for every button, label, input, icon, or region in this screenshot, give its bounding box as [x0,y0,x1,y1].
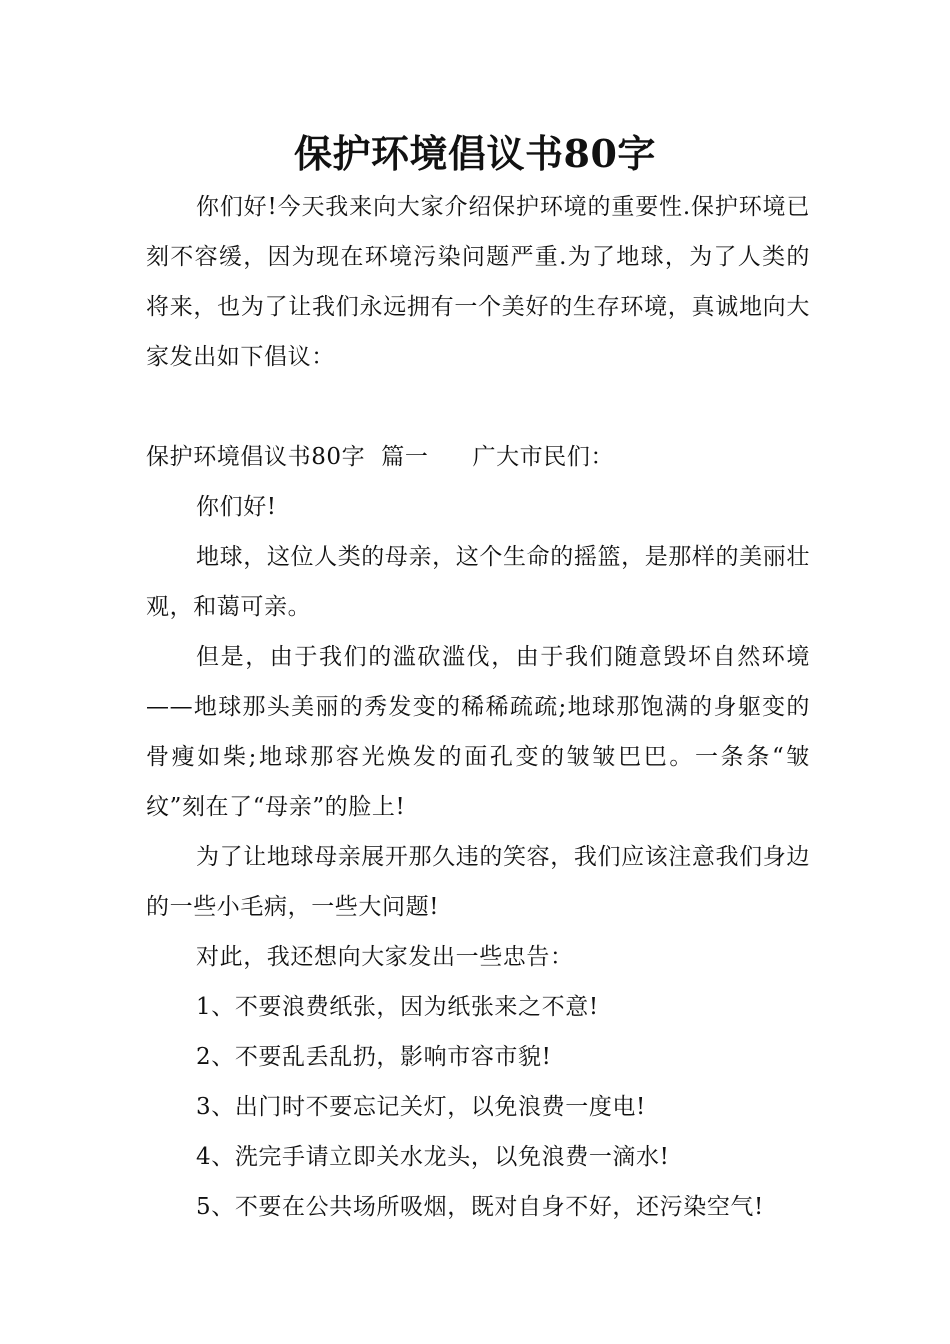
intro-paragraph: 你们好!今天我来向大家介绍保护环境的重要性.保护环境已刻不容缓，因为现在环境污染问题严重.为了地球，为了人类的将来，也为了让我们永远拥有一个美好的生存环境，真诚地向大家发出如下倡议： [146,194,810,370]
list-item: 3、出门时不要忘记关灯，以免浪费一度电! [196,1094,646,1120]
blank-line [146,382,810,432]
section-heading [146,432,810,482]
list-item: 2、不要乱丢乱扔，影响市容市貌! [196,1044,552,1070]
document-title: 保护环境倡议书80字 [294,131,656,176]
body-paragraph: 为了让地球母亲展开那久违的笑容，我们应该注意我们身边的一些小毛病，一些大问题! [146,844,810,920]
list-item: 1、不要浪费纸张，因为纸张来之不意! [196,994,599,1020]
list-item: 5、不要在公共场所吸烟，既对自身不好，还污染空气! [196,1194,764,1220]
body-paragraph: 你们好! [196,494,277,520]
body-paragraph: 但是，由于我们的滥砍滥伐，由于我们随意毁坏自然环境——地球那头美丽的秀发变的稀稀疏疏;地球那饱满的身躯变的骨瘦如柴;地球那容光焕发的面孔变的皱皱巴巴。一条条“皱纹”刻在了“母亲”的脸上! [146,644,810,820]
body-paragraph: 地球，这位人类的母亲，这个生命的摇篮，是那样的美丽壮观，和蔼可亲。 [146,544,810,620]
section-title: 保护环境倡议书80字 [146,444,366,470]
body-paragraph: 对此，我还想向大家发出一些忠告： [196,944,574,970]
document-body [146,182,810,1232]
section-part: 篇一 [381,444,429,470]
section-addressee: 广大市民们： [472,444,615,470]
list-item: 4、洗完手请立即关水龙头，以免浪费一滴水! [196,1144,670,1170]
